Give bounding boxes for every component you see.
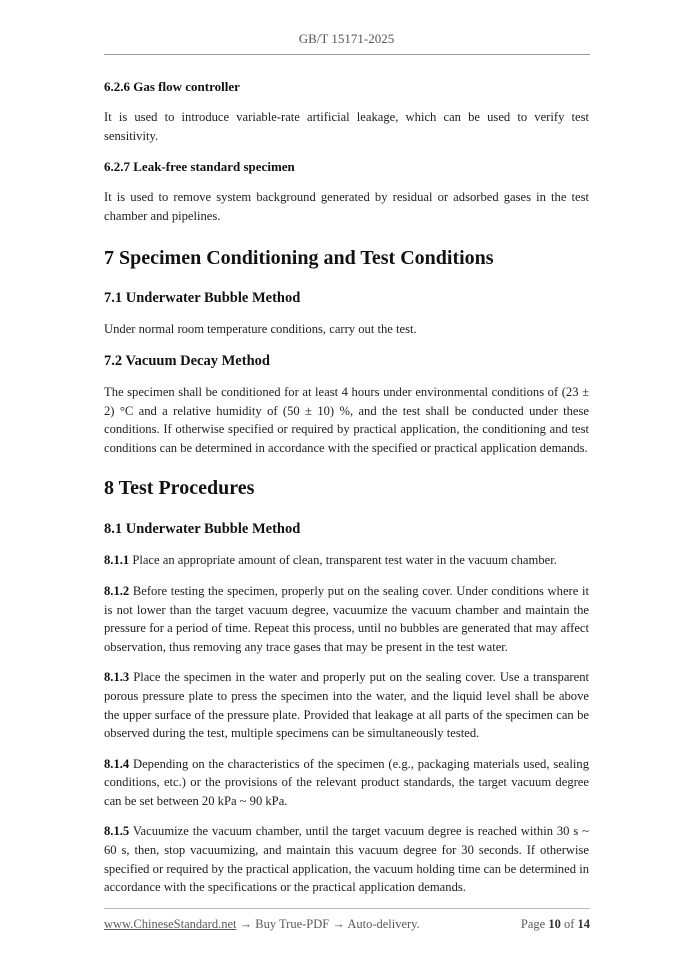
paragraph-6-2-7: It is used to remove system background generated by residual or adsorbed gases in the test chamber and pipelines. [104,190,589,223]
arrow-icon: → [236,917,256,931]
paragraph-8-1-5 [104,822,589,896]
clause-number: 8.1.5 [104,824,130,839]
footer-divider [104,908,590,909]
page-footer [104,917,590,932]
arrow-icon: → [329,917,348,931]
page-number: Page 10 of 14 [520,917,590,931]
page-content [104,78,589,897]
clause-number: 8.1.4 [104,756,130,771]
paragraph-6-2-6: It is used to introduce variable-rate artificial leakage, which can be used to verify test sensitivity. [104,110,589,143]
heading-section-7: 7 Specimen Conditioning and Test Conditions [104,247,494,270]
heading-6-2-7: 6.2.7 Leak-free standard specimen [104,159,295,175]
clause-text: Place an appropriate amount of clean, transparent test water in the vacuum chamber. [129,553,557,568]
heading-8-1: 8.1 Underwater Bubble Method [104,521,301,538]
auto-delivery-text: Auto-delivery. [347,917,420,931]
clause-number: 8.1.1 [104,553,130,568]
paragraph-8-1-4 [104,755,589,811]
paragraph-7-2: The specimen shall be conditioned for at least 4 hours under environmental conditions of (23 ± 2) °C and a relative humidity of (50 ± 10) %, and the test shall be conducted under these conditions. If otherwise specified or required by practical application, the conditioning and test conditions can be determined in accordance with the specified or practical application demands. [104,384,589,455]
clause-text: Before testing the specimen, properly put on the sealing cover. Under conditions where it is not lower than the target vacuum degree, vacuumize the vacuum chamber and maintain the pressure for a period of time. Repeat this process, until no bubbles are generated that may affect observation, thus removing any trace gases that may be present in the test water. [104,583,589,654]
heading-7-2: 7.2 Vacuum Decay Method [104,352,270,369]
paragraph-7-1: Under normal room temperature conditions, carry out the test. [104,322,417,337]
total-pages: 14 [577,917,590,931]
document-code-header: GB/T 15171-2025 [298,31,395,46]
header-divider [104,54,590,55]
chinese-standard-link[interactable]: www.ChineseStandard.net [104,917,237,931]
clause-text: Place the specimen in the water and properly put on the sealing cover. Use a transparent porous pressure plate to press the specimen into the water, and the liquid level shall be above the upper surface of the pressure plate. Provided that leakage at all parts of the specimen can be observed during the test, multiple specimens can be simultaneously tested. [104,670,589,741]
current-page: 10 [548,917,561,931]
heading-6-2-6: 6.2.6 Gas flow controller [104,79,240,94]
heading-7-1: 7.1 Underwater Bubble Method [104,290,301,307]
clause-text: Vacuumize the vacuum chamber, until the target vacuum degree is reached within 30 s ~ 60 s, then, stop vacuumizing, and maintain this vacuum degree for 30 seconds. If otherwise specified or required by the practical application, the vacuum holding time can be determined in accordance with the specifications or the practical application demands. [104,824,589,895]
paragraph-8-1-3 [104,668,589,742]
clause-number: 8.1.3 [104,670,130,685]
paragraph-8-1-2 [104,582,589,656]
paragraph-8-1-1 [104,551,589,570]
clause-text: Depending on the characteristics of the specimen (e.g., packaging materials used, sealing conditions, etc.) or the provisions of the relevant product standards, the target vacuum degree can be set between 20 kPa ~ 90 kPa. [104,756,589,808]
heading-section-8: 8 Test Procedures [104,477,255,500]
clause-number: 8.1.2 [104,583,130,598]
footer-promo [104,917,420,932]
buy-true-pdf-text: Buy True-PDF [255,917,330,931]
